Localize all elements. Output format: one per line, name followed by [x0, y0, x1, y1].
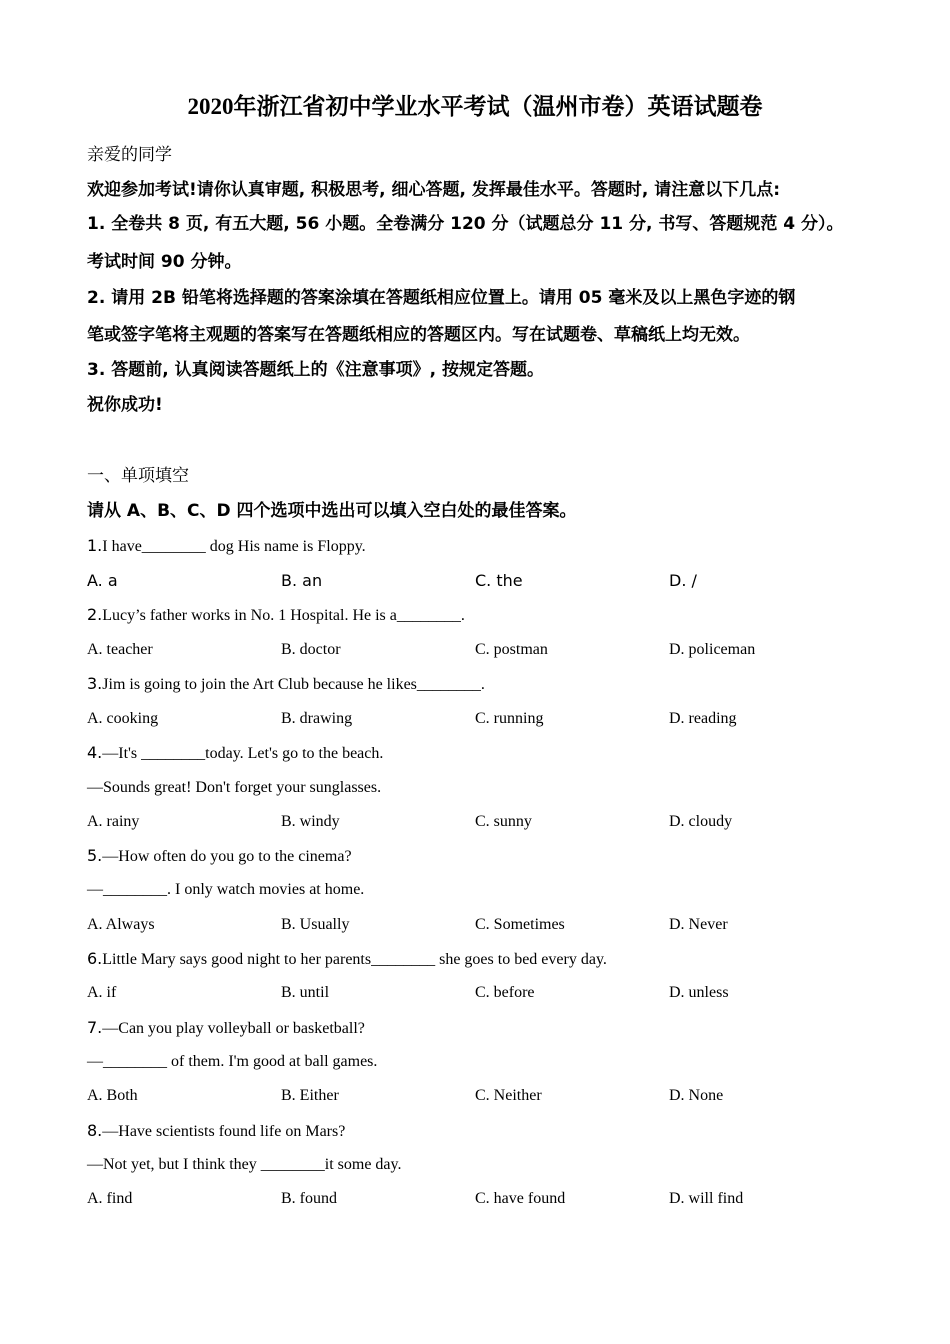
option-c: C. the: [475, 571, 523, 590]
question-6: 6.Little Mary says good night to her parents________ she goes to bed every day.: [87, 949, 607, 968]
note-3: 3. 答题前, 认真阅读答题纸上的《注意事项》, 按规定答题。: [87, 360, 544, 380]
option-b: B. until: [281, 984, 330, 1001]
option-a: A. rainy: [87, 813, 140, 830]
option-a: A. Both: [87, 1087, 138, 1104]
option-b: B. windy: [281, 813, 340, 830]
option-d: D. reading: [669, 710, 737, 727]
option-c: C. Neither: [475, 1087, 542, 1104]
option-c: C. sunny: [475, 813, 532, 830]
question-6-options: [87, 983, 877, 1003]
option-b: B. drawing: [281, 710, 353, 727]
question-5-line-2: —________. I only watch movies at home.: [87, 881, 365, 898]
option-a: A. cooking: [87, 710, 159, 727]
option-a: A. teacher: [87, 641, 153, 658]
note-2-line-2: 笔或签字笔将主观题的答案写在答题纸相应的答题区内。写在试题卷、草稿纸上均无效。: [87, 325, 750, 345]
question-3: 3.Jim is going to join the Art Club because he likes________.: [87, 674, 485, 693]
note-1-line-2: 考试时间 90 分钟。: [87, 252, 242, 272]
question-5: 5.—How often do you go to the cinema?: [87, 846, 352, 865]
note-1-line-1: 1. 全卷共 8 页, 有五大题, 56 小题。全卷满分 120 分（试题总分 11 分, 书写、答题规范 4 分）。: [87, 214, 844, 234]
question-4-options: [87, 812, 877, 832]
option-c: C. have found: [475, 1190, 566, 1207]
title-year: 2020: [187, 94, 234, 119]
question-3-options: [87, 709, 877, 729]
option-c: C. before: [475, 984, 535, 1001]
option-d: D. policeman: [669, 641, 756, 658]
option-d: D. Never: [669, 916, 728, 933]
option-b: B. doctor: [281, 641, 341, 658]
question-7: 7.—Can you play volleyball or basketball?: [87, 1018, 365, 1037]
section-heading: 一、单项填空: [87, 466, 189, 486]
option-b: B. an: [281, 571, 323, 590]
question-4: 4.—It's ________today. Let's go to the beach.: [87, 743, 384, 762]
question-8: 8.—Have scientists found life on Mars?: [87, 1121, 346, 1140]
question-8-options: [87, 1189, 877, 1209]
question-2-options: [87, 640, 877, 660]
option-d: D. cloudy: [669, 813, 733, 830]
question-5-options: [87, 915, 877, 935]
page-title: [0, 88, 950, 121]
option-c: C. Sometimes: [475, 916, 565, 933]
question-7-line-2: —________ of them. I'm good at ball games.: [87, 1053, 378, 1070]
option-d: D. /: [669, 571, 697, 590]
option-d: D. will find: [669, 1190, 744, 1207]
option-d: D. unless: [669, 984, 729, 1001]
option-b: B. Either: [281, 1087, 339, 1104]
question-1-options: [87, 571, 877, 591]
question-2: 2.Lucy’s father works in No. 1 Hospital. He is a________.: [87, 605, 465, 624]
question-1: 1.I have________ dog His name is Floppy.: [87, 536, 366, 555]
option-b: B. Usually: [281, 916, 350, 933]
question-7-options: [87, 1086, 877, 1106]
greeting: 亲爱的同学: [87, 145, 172, 165]
option-d: D. None: [669, 1087, 724, 1104]
option-a: A. find: [87, 1190, 133, 1207]
option-c: C. running: [475, 710, 544, 727]
option-a: A. a: [87, 571, 118, 590]
wish-text: 祝你成功!: [87, 395, 163, 415]
welcome-text: 欢迎参加考试!请你认真审题, 积极思考, 细心答题, 发挥最佳水平。答题时, 请注意以下几点:: [87, 180, 781, 200]
question-4-line-2: —Sounds great! Don't forget your sunglasses.: [87, 779, 382, 796]
note-2-line-1: 2. 请用 2B 铅笔将选择题的答案涂填在答题纸相应位置上。请用 05 毫米及以上黑色字迹的钢: [87, 288, 796, 308]
title-text: 年浙江省初中学业水平考试（温州市卷）英语试题卷: [233, 94, 763, 120]
question-8-line-2: —Not yet, but I think they ________it some day.: [87, 1156, 402, 1173]
section-direction: 请从 A、B、C、D 四个选项中选出可以填入空白处的最佳答案。: [87, 501, 577, 521]
option-c: C. postman: [475, 641, 548, 658]
option-a: A. Always: [87, 916, 155, 933]
option-b: B. found: [281, 1190, 337, 1207]
option-a: A. if: [87, 984, 117, 1001]
